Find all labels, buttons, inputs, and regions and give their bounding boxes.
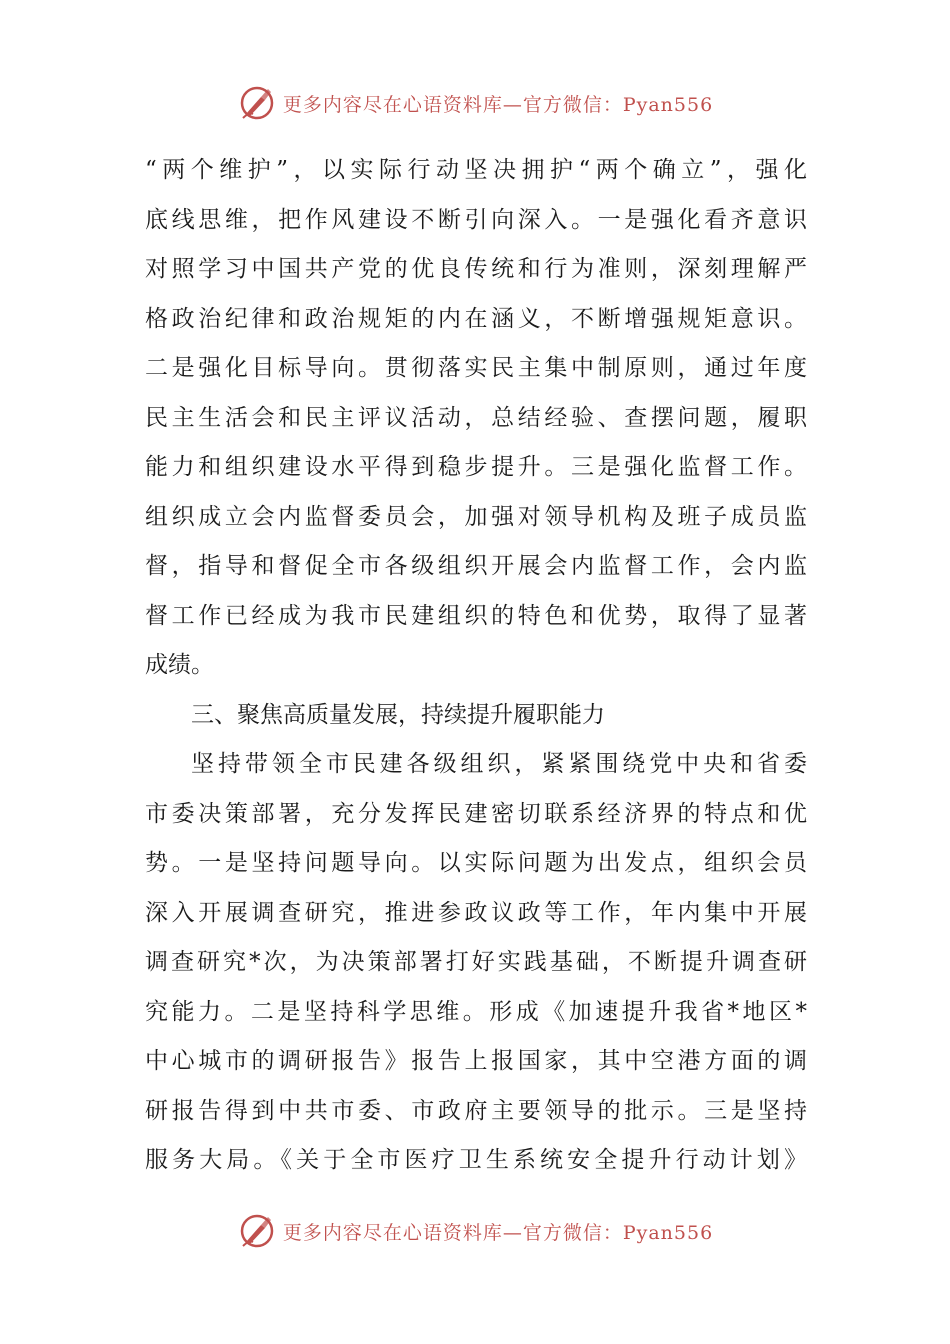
body-line: 研报告得到中共市委、市政府主要领导的批示。三是坚持 [145, 1097, 807, 1124]
body-line: 格政治纪律和政治规矩的内在涵义，不断增强规矩意识。 [145, 305, 807, 332]
body-line: 督，指导和督促全市各级组织开展会内监督工作，会内监 [145, 553, 807, 579]
pen-logo-icon [237, 83, 277, 123]
body-line: 中心城市的调研报告》报告上报国家，其中空港方面的调 [145, 1048, 807, 1074]
body-line: 能力和组织建设水平得到稳步提升。三是强化监督工作。 [145, 454, 807, 480]
footer-watermark-banner [0, 1208, 950, 1254]
body-line: 市委决策部署，充分发挥民建密切联系经济界的特点和优 [145, 800, 807, 827]
body-line: 坚持带领全市民建各级组织，紧紧围绕党中央和省委 [191, 751, 807, 777]
watermark-text: 更多内容尽在心语资料库—官方微信：Pyan556 [282, 1221, 714, 1244]
watermark-text: 更多内容尽在心语资料库—官方微信：Pyan556 [282, 93, 714, 116]
body-line: 督工作已经成为我市民建组织的特色和优势，取得了显著 [145, 602, 807, 629]
body-line: 调查研究*次，为决策部署打好实践基础，不断提升调查研 [145, 949, 807, 975]
body-line: 民主生活会和民主评议活动，总结经验、查摆问题，履职 [145, 404, 807, 431]
body-line: 成绩。 [145, 652, 214, 678]
body-line: 二是强化目标导向。贯彻落实民主集中制原则，通过年度 [145, 355, 807, 381]
body-line: 对照学习中国共产党的优良传统和行为准则，深刻理解严 [145, 256, 807, 282]
body-line: 深入开展调查研究，推进参政议政等工作，年内集中开展 [145, 899, 807, 926]
body-line: 究能力。二是坚持科学思维。形成《加速提升我省*地区* [145, 998, 807, 1025]
body-line: 势。一是坚持问题导向。以实际问题为出发点，组织会员 [145, 850, 807, 876]
body-line: “两个维护”，以实际行动坚决拥护“两个确立”，强化 [145, 157, 807, 183]
body-line: 组织成立会内监督委员会，加强对领导机构及班子成员监 [145, 503, 807, 530]
header-watermark-banner [0, 80, 950, 126]
body-line: 服务大局。《关于全市医疗卫生系统安全提升行动计划》 [145, 1147, 807, 1173]
section-heading: 三、聚焦高质量发展，持续提升履职能力 [191, 701, 605, 728]
document-body [145, 146, 807, 1186]
body-line: 底线思维，把作风建设不断引向深入。一是强化看齐意识 [145, 206, 807, 233]
pen-logo-icon [237, 1211, 277, 1251]
